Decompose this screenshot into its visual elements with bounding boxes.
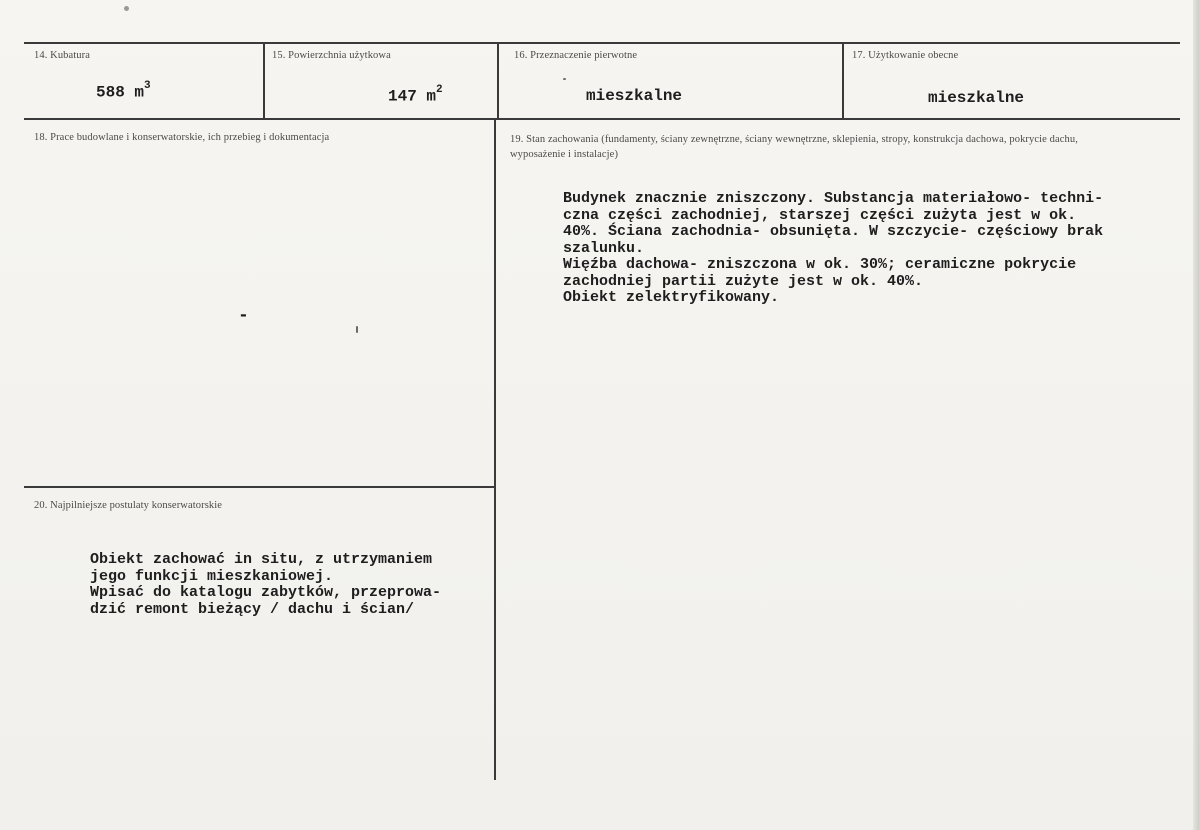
field-16-label: 16. Przeznaczenie pierwotne	[514, 50, 638, 61]
field-19-text	[563, 191, 1103, 307]
field-18-label: 18. Prace budowlane i konserwatorskie, ich przebieg i dokumentacja	[34, 132, 330, 143]
field-19-line: zachodniej partii zużyte jest w ok. 40%.	[563, 272, 924, 290]
field-19-line: Budynek znacznie zniszczony. Substancja materiałowo- techni-	[563, 190, 1104, 207]
field-19-line: czna części zachodniej, starszej części zużyta jest w ok.	[563, 206, 1077, 224]
field-14-value: 588 $m^3$	[96, 80, 151, 102]
row1-bottom-rule	[24, 118, 1180, 120]
field-19-line: szalunku.	[563, 239, 645, 257]
field-20-text	[90, 552, 441, 618]
field-18-value: -	[238, 306, 249, 326]
field-20-line: jego funkcji mieszkaniowej.	[90, 567, 334, 585]
section18-bottom-rule	[24, 486, 494, 488]
scan-speck	[124, 6, 129, 11]
field-19-line: 40%. Ściana zachodnia- obsunięta. W szczycie- częściowy brak	[563, 223, 1104, 240]
divider-14-15	[263, 44, 265, 118]
field-17-label: 17. Użytkowanie obecne	[852, 50, 959, 61]
scan-speck	[356, 326, 358, 333]
divider-16-17	[842, 44, 844, 118]
field-15-value: 147 $m^2$	[388, 84, 443, 106]
field-17-value: mieszkalne	[928, 89, 1025, 107]
divider-left-right	[494, 120, 496, 780]
field-19-line: Obiekt zelektryfikowany.	[563, 289, 780, 306]
divider-15-16	[497, 44, 499, 118]
field-19-label: 19. Stan zachowania (fundamenty, ściany zewnętrzne, ściany wewnętrzne, sklepienia, stropy, konstrukcja dachowa, pokrycie dachu, wyposażenie i instalacje)	[510, 134, 1078, 160]
field-14-label: 14. Kubatura	[34, 50, 91, 61]
field-20-label: 20. Najpilniejsze postulaty konserwatorskie	[34, 500, 223, 511]
top-rule	[24, 42, 1180, 44]
field-15-label: 15. Powierzchnia użytkowa	[272, 50, 391, 61]
scan-speck	[563, 78, 566, 80]
field-20-line: Obiekt zachować in situ, z utrzymaniem	[90, 551, 433, 568]
field-20-line: dzić remont bieżący / dachu i ścian/	[90, 600, 415, 618]
field-16-value: mieszkalne	[586, 87, 683, 105]
card-edge	[1193, 0, 1199, 830]
field-14-exponent: 3	[144, 80, 151, 92]
field-15-exponent: 2	[436, 84, 443, 96]
field-20-line: Wpisać do katalogu zabytków, przeprowa-	[90, 584, 442, 601]
field-19-line: Więźba dachowa- zniszczona w ok. 30%; ceramiczne pokrycie	[563, 256, 1077, 273]
